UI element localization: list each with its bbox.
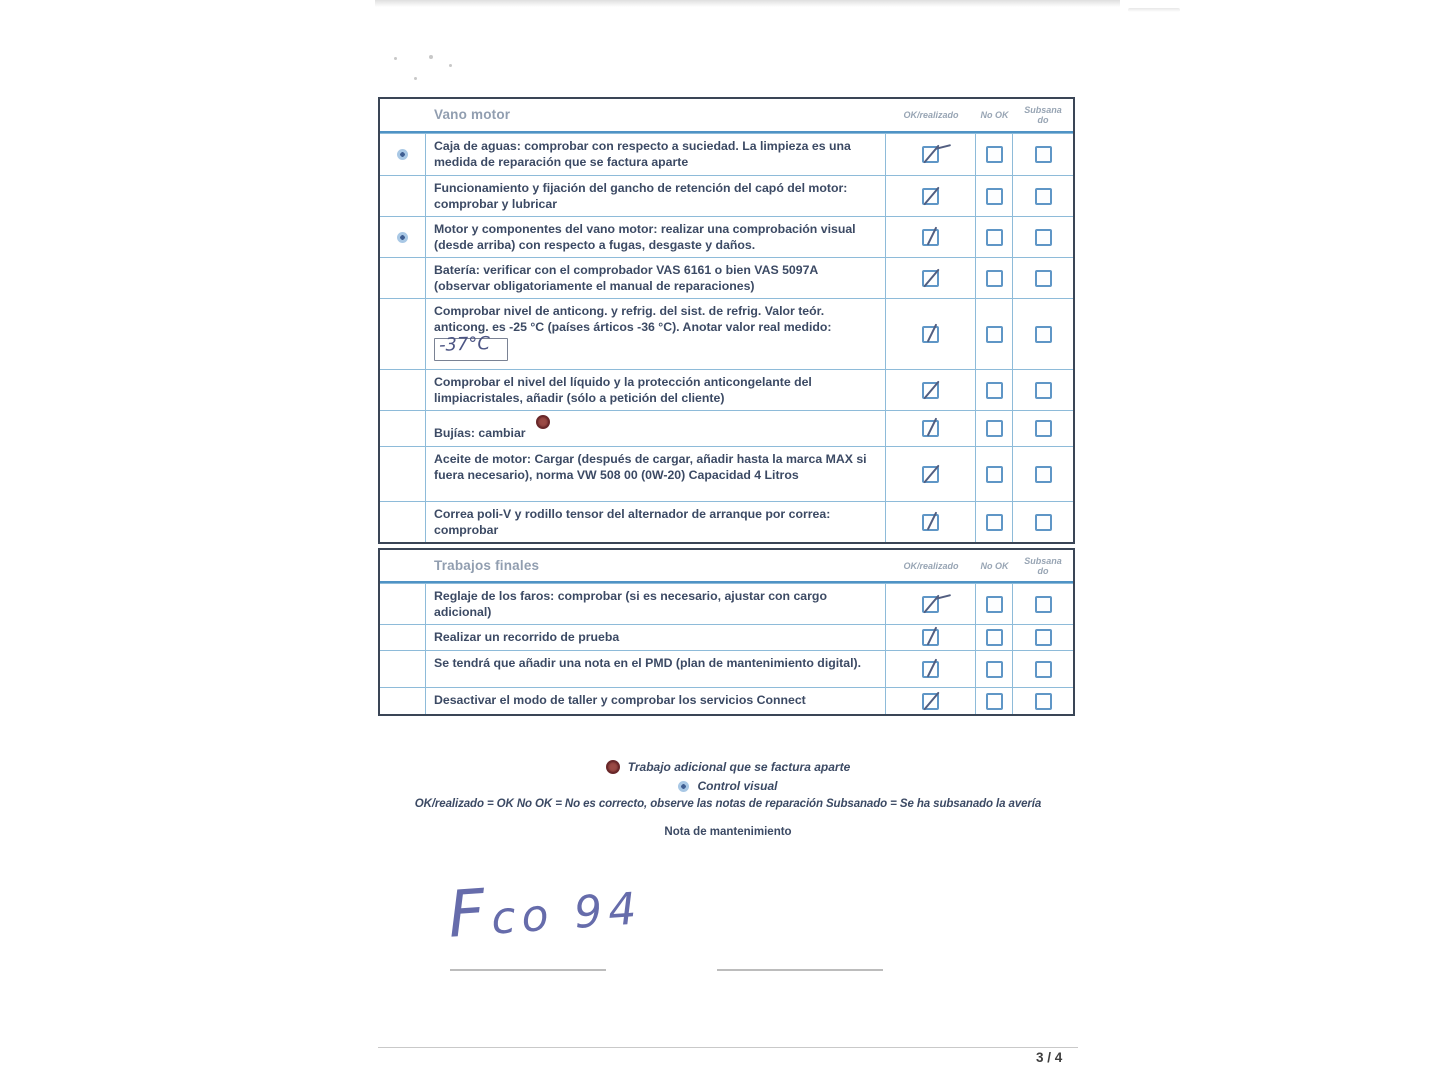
checkbox-ok-checked (922, 270, 939, 287)
table-row (380, 133, 1073, 175)
table-title: Vano motor (434, 107, 511, 122)
checkbox-subsanado (1035, 466, 1052, 483)
trabajos-finales-table (378, 548, 1075, 716)
pen-check-mark (927, 511, 938, 530)
checkbox-no-ok (986, 229, 1003, 246)
legend-visual-check (378, 779, 1078, 793)
checkbox-subsanado (1035, 661, 1052, 678)
checkbox-no-ok (986, 420, 1003, 437)
pen-check-mark (927, 658, 938, 677)
additional-work-icon (606, 760, 620, 774)
checkbox-subsanado (1035, 146, 1052, 163)
scan-speck (394, 57, 397, 60)
task-text: Aceite de motor: Cargar (después de cargar, añadir hasta la marca MAX si fuera necesario), norma VW 508 00 (0W-20) Capacidad 4 Litros (434, 452, 867, 482)
checkbox-ok-checked (922, 188, 939, 205)
scan-speck (429, 55, 433, 59)
measured-value-box (434, 333, 508, 361)
table-row (380, 501, 1073, 542)
task-text: Funcionamiento y fijación del gancho de retención del capó del motor: comprobar y lubricar (434, 181, 848, 211)
checkbox-no-ok (986, 514, 1003, 531)
pen-check-mark (923, 380, 939, 399)
pen-check-mark (923, 691, 939, 710)
checkbox-subsanado (1035, 514, 1052, 531)
checkbox-no-ok (986, 188, 1003, 205)
additional-work-icon (536, 415, 550, 429)
checkbox-subsanado (1035, 270, 1052, 287)
table-row (380, 298, 1073, 369)
visual-check-icon (397, 149, 408, 160)
pen-check-mark (927, 226, 938, 245)
pen-check-mark (923, 186, 939, 205)
pen-check-mark (923, 268, 939, 287)
task-text: Se tendrá que añadir una nota en el PMD (plan de mantenimiento digital). (434, 656, 862, 670)
checkbox-no-ok (986, 629, 1003, 646)
signature-line (717, 969, 883, 971)
task-text: Correa poli-V y rodillo tensor del alternador de arranque por correa: comprobar (434, 507, 831, 537)
checkbox-ok-checked (922, 514, 939, 531)
pen-check-mark (923, 464, 939, 483)
task-text: Motor y componentes del vano motor: realizar una comprobación visual (desde arriba) con respecto a fugas, desgaste y daños. (434, 222, 856, 252)
task-text: Batería: verificar con el comprobador VAS 6161 o bien VAS 5097A (observar obligatoriamente el manual de reparaciones) (434, 263, 818, 293)
checkbox-no-ok (986, 596, 1003, 613)
task-text: Comprobar nivel de anticong. y refrig. del sist. de refrig. Valor teór. anticong. es -25 °C (países árticos -36 °C). Anotar valor real medido: (434, 304, 832, 334)
table-row (380, 175, 1073, 216)
table-row (380, 624, 1073, 650)
task-text: Desactivar el modo de taller y comprobar los servicios Connect (434, 693, 806, 707)
visual-check-icon (678, 781, 689, 792)
checkbox-no-ok (986, 270, 1003, 287)
checkbox-subsanado (1035, 382, 1052, 399)
checkbox-ok-checked (922, 146, 939, 163)
checkbox-subsanado (1035, 596, 1052, 613)
page-number: 3 / 4 (1036, 1050, 1063, 1065)
pen-check-mark (927, 627, 938, 646)
table-header (380, 550, 1073, 583)
handwritten-signature: Fco 94 (445, 875, 644, 953)
column-header-ok: OK/realizado (903, 110, 959, 120)
scan-artifact (1128, 8, 1180, 12)
table-row (380, 650, 1073, 687)
checkbox-ok-checked (922, 629, 939, 646)
table-header (380, 99, 1073, 133)
signature-line (450, 969, 606, 971)
visual-check-icon (397, 232, 408, 243)
table-row (380, 583, 1073, 624)
checkbox-subsanado (1035, 229, 1052, 246)
scan-speck (449, 64, 452, 67)
column-header-ok: OK/realizado (903, 560, 959, 571)
checkbox-ok-checked (922, 661, 939, 678)
checkbox-ok-checked (922, 693, 939, 710)
legend-additional-work (378, 760, 1078, 774)
checkbox-no-ok (986, 693, 1003, 710)
checkbox-no-ok (986, 466, 1003, 483)
pen-check-mark (927, 418, 938, 437)
column-header-no-ok: No OK (980, 560, 1009, 571)
task-text: Reglaje de los faros: comprobar (si es necesario, ajustar con cargo adicional) (434, 589, 827, 619)
task-text: Comprobar el nivel del líquido y la protección anticongelante del limpiacristales, añadir (sólo a petición del cliente) (434, 375, 812, 405)
table-row (380, 257, 1073, 298)
legend (378, 760, 1078, 838)
table-row (380, 216, 1073, 257)
footer-divider (378, 1047, 1078, 1048)
legend-additional-work-label: Trabajo adicional que se factura aparte (627, 760, 851, 774)
pen-check-mark (927, 323, 938, 342)
checkbox-no-ok (986, 382, 1003, 399)
checkbox-ok-checked (922, 466, 939, 483)
checkbox-no-ok (986, 326, 1003, 343)
legend-visual-check-label: Control visual (697, 779, 778, 793)
checkbox-no-ok (986, 146, 1003, 163)
table-row (380, 369, 1073, 410)
task-text: Bujías: cambiar (434, 426, 526, 440)
checkbox-subsanado (1035, 326, 1052, 343)
table-row (380, 446, 1073, 501)
task-text: Realizar un recorrido de prueba (434, 630, 620, 644)
checkbox-no-ok (986, 661, 1003, 678)
column-header-subsanado: Subsanado (1024, 555, 1062, 576)
checkbox-ok-checked (922, 326, 939, 343)
scan-artifact (375, 0, 1120, 7)
column-header-subsanado: Subsanado (1024, 105, 1062, 125)
checkbox-ok-checked (922, 596, 939, 613)
table-row (380, 410, 1073, 446)
legend-abbreviations: OK/realizado = OK No OK = No es correcto, observe las notas de reparación Subsanado = Se ha subsanado la avería (414, 798, 1042, 810)
checkbox-ok-checked (922, 420, 939, 437)
handwritten-value: -37°C (438, 333, 491, 356)
column-header-no-ok: No OK (980, 110, 1009, 120)
checkbox-ok-checked (922, 382, 939, 399)
table-title: Trabajos finales (434, 557, 540, 573)
task-text: Caja de aguas: comprobar con respecto a suciedad. La limpieza es una medida de reparación que se factura aparte (434, 139, 851, 169)
table-row (380, 687, 1073, 714)
checkbox-subsanado (1035, 420, 1052, 437)
checkbox-ok-checked (922, 229, 939, 246)
maintenance-note-title: Nota de mantenimiento (664, 826, 792, 838)
vano-motor-table (378, 97, 1075, 544)
checkbox-subsanado (1035, 629, 1052, 646)
scan-speck (414, 77, 417, 80)
checkbox-subsanado (1035, 693, 1052, 710)
checkbox-subsanado (1035, 188, 1052, 205)
